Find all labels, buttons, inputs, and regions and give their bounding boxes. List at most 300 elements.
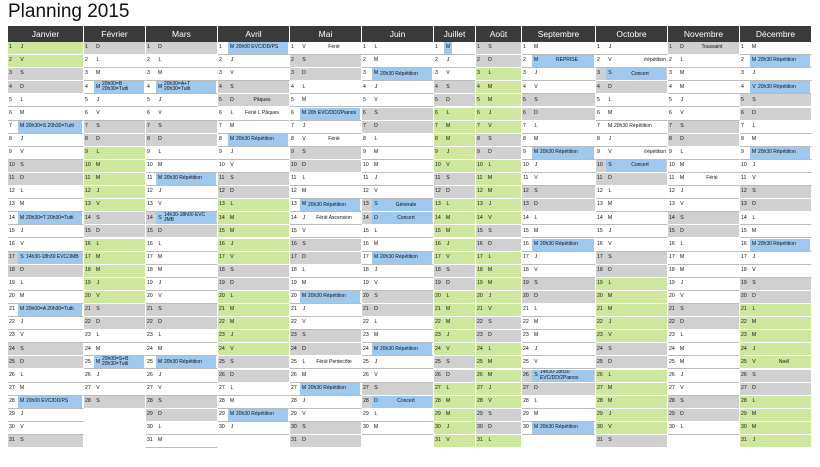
day-letter: J: [488, 201, 492, 208]
day-number: 4: [147, 83, 150, 90]
event-label: 20h30=A+T 20h30=Tutti: [164, 81, 216, 93]
day-cell: [8, 94, 84, 107]
day-number: 7: [669, 122, 672, 129]
day-letter: M: [607, 109, 613, 116]
day-cell: [668, 186, 740, 199]
day-letter: D: [752, 384, 756, 391]
day-cell: [8, 55, 84, 68]
day-number: 30: [219, 424, 225, 431]
day-letter: D: [680, 319, 684, 326]
day-cell: [596, 356, 668, 369]
day-cell: [668, 304, 740, 317]
day-number: 4: [9, 83, 12, 90]
day-cell: [362, 304, 434, 317]
day-cell: [596, 343, 668, 356]
day-cell: [362, 383, 434, 396]
day-letter: M: [750, 55, 758, 67]
day-letter: S: [606, 160, 614, 172]
day-number: 31: [435, 435, 444, 447]
day-number: 19: [219, 280, 225, 287]
day-number: 15: [363, 227, 369, 234]
day-cell: [146, 435, 218, 448]
day-letter: D: [302, 162, 306, 169]
day-cell: [522, 422, 596, 435]
day-letter: M: [532, 147, 540, 159]
day-cell: [740, 68, 812, 81]
day-number: 2: [597, 57, 600, 64]
day-letter: L: [230, 109, 234, 116]
day-letter: M: [301, 188, 307, 195]
day-cell: [84, 173, 146, 186]
day-letter: S: [752, 371, 756, 378]
day-number: 14: [597, 214, 603, 221]
day-cell: [218, 81, 290, 94]
day-cell: [8, 225, 84, 238]
day-cell: [218, 291, 290, 304]
day-letter: V: [680, 384, 684, 391]
event-label: Férié: [706, 175, 718, 182]
day-letter: S: [96, 122, 100, 129]
day-number: 21: [363, 306, 369, 313]
day-cell: [522, 409, 596, 422]
event-label: Noël: [778, 358, 790, 365]
day-cell: [668, 278, 740, 291]
day-number: 4: [219, 83, 222, 90]
day-cell: [740, 212, 812, 225]
day-cell: [668, 356, 740, 369]
day-cell: [362, 134, 434, 147]
day-letter: M: [157, 266, 163, 273]
day-cell: [476, 304, 522, 317]
day-cell: [476, 383, 522, 396]
day-number: 7: [291, 122, 294, 129]
day-letter: D: [20, 175, 24, 182]
day-letter: S: [534, 280, 538, 287]
day-cell: [522, 291, 596, 304]
day-letter: V: [302, 319, 306, 326]
day-number: 4: [363, 83, 366, 90]
day-number: 2: [523, 57, 526, 64]
day-cell: [522, 147, 596, 160]
day-cell: [290, 370, 362, 383]
day-number: 14: [741, 214, 747, 221]
day-letter: V: [96, 384, 100, 391]
day-number: 27: [435, 383, 444, 395]
day-cell: [668, 265, 740, 278]
day-cell: [362, 160, 434, 173]
day-number: 2: [85, 57, 88, 64]
day-number: 24: [523, 345, 529, 352]
day-number: 14: [85, 214, 91, 221]
day-letter: L: [374, 44, 378, 51]
day-cell: [434, 55, 476, 68]
day-cell: [146, 94, 218, 107]
day-letter: J: [608, 44, 612, 51]
event-label: Pâques: [253, 96, 271, 103]
day-number: 27: [741, 384, 747, 391]
day-letter: S: [374, 109, 378, 116]
day-cell: [146, 370, 218, 383]
day-cell: [362, 265, 434, 278]
day-letter: L: [680, 57, 684, 64]
day-cell: [522, 121, 596, 134]
day-number: 15: [85, 227, 91, 234]
day-number: 2: [669, 57, 672, 64]
day-letter: J: [752, 437, 756, 444]
day-letter: V: [680, 109, 684, 116]
day-cell: [434, 239, 476, 252]
day-cell: [434, 291, 476, 304]
day-cell: [290, 42, 362, 55]
day-letter: J: [446, 240, 450, 247]
day-cell: [218, 225, 290, 238]
day-number: 3: [669, 70, 672, 77]
day-number: 2: [147, 57, 150, 64]
day-letter: M: [229, 214, 235, 221]
day-number: 26: [363, 371, 369, 378]
day-letter: J: [680, 96, 684, 103]
day-number: 17: [147, 253, 153, 260]
day-letter: L: [302, 175, 306, 182]
day-cell: [740, 330, 812, 343]
day-cell: [290, 409, 362, 422]
day-letter: L: [20, 96, 24, 103]
day-cell: [362, 239, 434, 252]
day-cell: [290, 173, 362, 186]
day-cell: [668, 291, 740, 304]
day-cell: [8, 278, 84, 291]
day-cell: [522, 304, 596, 317]
day-number: 10: [741, 162, 747, 169]
day-cell: [218, 330, 290, 343]
day-cell: [596, 108, 668, 121]
day-letter: V: [374, 188, 378, 195]
day-cell: [476, 330, 522, 343]
day-number: 15: [669, 227, 675, 234]
day-cell: [84, 147, 146, 160]
day-number: 13: [9, 201, 15, 208]
day-letter: L: [608, 188, 612, 195]
day-letter: S: [446, 83, 450, 90]
day-number: 3: [435, 70, 438, 77]
day-letter: M: [300, 383, 308, 395]
day-cell: [434, 265, 476, 278]
day-number: 16: [523, 240, 529, 247]
day-cell: [146, 396, 218, 409]
day-number: 3: [477, 68, 486, 80]
day-number: 16: [291, 240, 297, 247]
day-cell: [596, 173, 668, 186]
day-number: 3: [9, 70, 12, 77]
day-letter: D: [488, 332, 492, 339]
day-letter: V: [158, 201, 162, 208]
day-letter: M: [445, 306, 451, 313]
day-letter: J: [534, 253, 538, 260]
day-letter: V: [302, 135, 306, 142]
day-cell: [596, 186, 668, 199]
event-label: 20h30 Répétition: [308, 199, 360, 211]
day-cell: [8, 330, 84, 343]
day-number: 1: [523, 44, 526, 51]
day-number: 21: [85, 306, 91, 313]
day-cell: [476, 68, 522, 81]
day-cell: [362, 343, 434, 356]
day-cell: [218, 252, 290, 265]
day-letter: M: [157, 345, 163, 352]
day-cell: [434, 186, 476, 199]
day-number: 21: [523, 306, 529, 313]
day-number: 16: [85, 239, 94, 251]
day-letter: L: [680, 424, 684, 431]
day-number: 11: [741, 175, 747, 182]
day-letter: D: [302, 253, 306, 260]
day-cell: [362, 199, 434, 212]
day-letter: M: [607, 384, 613, 391]
day-cell: [84, 317, 146, 330]
day-cell: [8, 304, 84, 317]
day-number: 14: [147, 214, 153, 221]
day-cell: [362, 370, 434, 383]
day-number: 29: [477, 411, 483, 418]
day-letter: V: [608, 424, 612, 431]
day-letter: S: [446, 358, 450, 365]
event-label: Concert: [614, 68, 666, 80]
day-letter: L: [608, 96, 612, 103]
day-cell: [522, 265, 596, 278]
day-number: 12: [597, 188, 603, 195]
day-number: 20: [85, 291, 94, 303]
day-letter: S: [680, 214, 684, 221]
day-number: 15: [477, 227, 483, 234]
day-number: 7: [597, 122, 600, 129]
event-label: 20h30 Répétition: [758, 81, 810, 93]
day-letter: V: [96, 293, 100, 300]
day-letter: J: [680, 371, 684, 378]
page-title: Planning 2015: [8, 1, 130, 22]
day-cell: [476, 435, 522, 448]
day-letter: M: [533, 332, 539, 339]
day-number: 26: [291, 371, 297, 378]
day-cell: [290, 330, 362, 343]
day-number: 10: [669, 162, 675, 169]
day-cell: [84, 81, 146, 94]
day-number: 28: [597, 396, 606, 408]
event-label: 20h30 Répétition: [236, 134, 288, 146]
day-number: 23: [669, 332, 675, 339]
day-cell: [668, 94, 740, 107]
day-cell: [8, 239, 84, 252]
day-letter: M: [301, 280, 307, 287]
day-letter: V: [608, 332, 612, 339]
day-letter: M: [95, 345, 101, 352]
day-letter: M: [607, 201, 613, 208]
day-cell: [476, 252, 522, 265]
day-letter: D: [158, 227, 162, 234]
day-cell: [290, 147, 362, 160]
day-letter: L: [302, 266, 306, 273]
day-cell: [740, 42, 812, 55]
day-cell: [146, 160, 218, 173]
day-cell: [476, 212, 522, 225]
day-number: 29: [435, 409, 444, 421]
day-letter: M: [679, 358, 685, 365]
day-number: 18: [291, 266, 297, 273]
day-letter: M: [95, 162, 101, 169]
day-letter: D: [158, 135, 162, 142]
day-letter: D: [302, 70, 306, 77]
day-cell: [218, 134, 290, 147]
day-cell: [290, 383, 362, 396]
day-letter: L: [608, 371, 612, 378]
day-number: 28: [147, 397, 153, 404]
day-number: 5: [669, 96, 672, 103]
day-cell: [290, 108, 362, 121]
day-cell: [362, 356, 434, 369]
day-number: 22: [363, 319, 369, 326]
day-number: 9: [291, 149, 294, 156]
day-cell: [146, 278, 218, 291]
day-letter: D: [230, 280, 234, 287]
day-letter: V: [374, 371, 378, 378]
day-number: 1: [597, 44, 600, 51]
event-label: 20h00=A 20h30=Tutti: [26, 304, 82, 316]
day-number: 13: [435, 199, 444, 211]
day-letter: M: [487, 83, 493, 90]
day-cell: [290, 278, 362, 291]
day-number: 7: [741, 122, 744, 129]
day-number: 24: [85, 345, 91, 352]
day-letter: S: [680, 122, 684, 129]
day-cell: [596, 291, 668, 304]
day-cell: [740, 396, 812, 409]
day-number: 1: [85, 44, 88, 51]
day-letter: M: [18, 212, 26, 224]
day-number: 20: [523, 293, 529, 300]
day-number: 19: [435, 280, 441, 287]
day-letter: L: [488, 253, 492, 260]
day-cell: [434, 396, 476, 409]
day-cell: [668, 409, 740, 422]
day-cell: [476, 81, 522, 94]
day-cell: [522, 108, 596, 121]
day-cell: [146, 239, 218, 252]
day-number: 29: [669, 411, 675, 418]
day-letter: M: [19, 109, 25, 116]
day-cell: [84, 252, 146, 265]
day-letter: M: [373, 162, 379, 169]
day-number: 26: [669, 371, 675, 378]
day-number: 11: [669, 175, 675, 182]
day-number: 14: [477, 212, 486, 224]
day-letter: M: [19, 293, 25, 300]
day-cell: [434, 160, 476, 173]
day-letter: M: [679, 345, 685, 352]
day-number: 31: [291, 437, 297, 444]
day-number: 5: [363, 96, 366, 103]
day-letter: M: [445, 122, 451, 129]
day-cell: [146, 422, 218, 435]
day-letter: L: [96, 240, 100, 247]
day-number: 19: [741, 280, 747, 287]
day-letter: V: [488, 306, 492, 313]
month-header-2: Mars: [146, 26, 218, 42]
day-letter: M: [533, 135, 539, 142]
day-number: 19: [363, 280, 369, 287]
day-cell: [84, 396, 146, 409]
day-cell: [290, 343, 362, 356]
day-letter: L: [752, 397, 756, 404]
day-cell: [596, 304, 668, 317]
day-number: 11: [219, 175, 225, 182]
day-cell: [522, 330, 596, 343]
day-number: 11: [147, 175, 153, 182]
day-number: 6: [597, 109, 600, 116]
day-letter: D: [96, 44, 100, 51]
day-letter: V: [158, 384, 162, 391]
day-letter: M: [607, 122, 613, 129]
day-letter: J: [302, 397, 306, 404]
day-number: 12: [363, 188, 369, 195]
event-label: Férié: [328, 44, 340, 51]
day-cell: [84, 356, 146, 369]
day-number: 26: [147, 371, 153, 378]
day-number: 27: [219, 384, 225, 391]
day-cell: [84, 343, 146, 356]
day-letter: S: [608, 345, 612, 352]
day-letter: D: [446, 188, 450, 195]
day-letter: S: [374, 384, 378, 391]
day-number: 6: [363, 109, 366, 116]
day-letter: M: [157, 437, 163, 444]
day-cell: [218, 42, 290, 55]
day-letter: M: [301, 371, 307, 378]
day-cell: [434, 370, 476, 383]
day-letter: D: [534, 384, 538, 391]
day-letter: D: [608, 358, 612, 365]
day-number: 3: [219, 70, 222, 77]
day-cell: [740, 409, 812, 422]
day-number: 13: [85, 199, 94, 211]
day-number: 21: [9, 306, 15, 313]
day-letter: S: [488, 319, 492, 326]
day-cell: [84, 94, 146, 107]
day-letter: M: [156, 81, 164, 93]
day-number: 23: [597, 330, 606, 342]
day-letter: M: [372, 343, 380, 355]
day-number: 10: [147, 162, 153, 169]
day-cell: [740, 121, 812, 134]
day-number: 25: [477, 356, 486, 368]
day-number: 12: [147, 188, 153, 195]
day-cell: [668, 121, 740, 134]
day-letter: S: [230, 83, 234, 90]
day-cell: [522, 81, 596, 94]
day-letter: J: [230, 240, 234, 247]
day-cell: [218, 160, 290, 173]
day-cell: [522, 42, 596, 55]
day-letter: L: [96, 332, 100, 339]
day-cell: [596, 409, 668, 422]
day-number: 24: [291, 345, 297, 352]
day-number: 17: [477, 252, 486, 264]
day-cell: [146, 343, 218, 356]
day-number: 29: [363, 411, 369, 418]
day-letter: M: [679, 162, 685, 169]
day-cell: [146, 186, 218, 199]
day-cell: [434, 422, 476, 435]
day-cell: [740, 225, 812, 238]
day-number: 18: [147, 266, 153, 273]
